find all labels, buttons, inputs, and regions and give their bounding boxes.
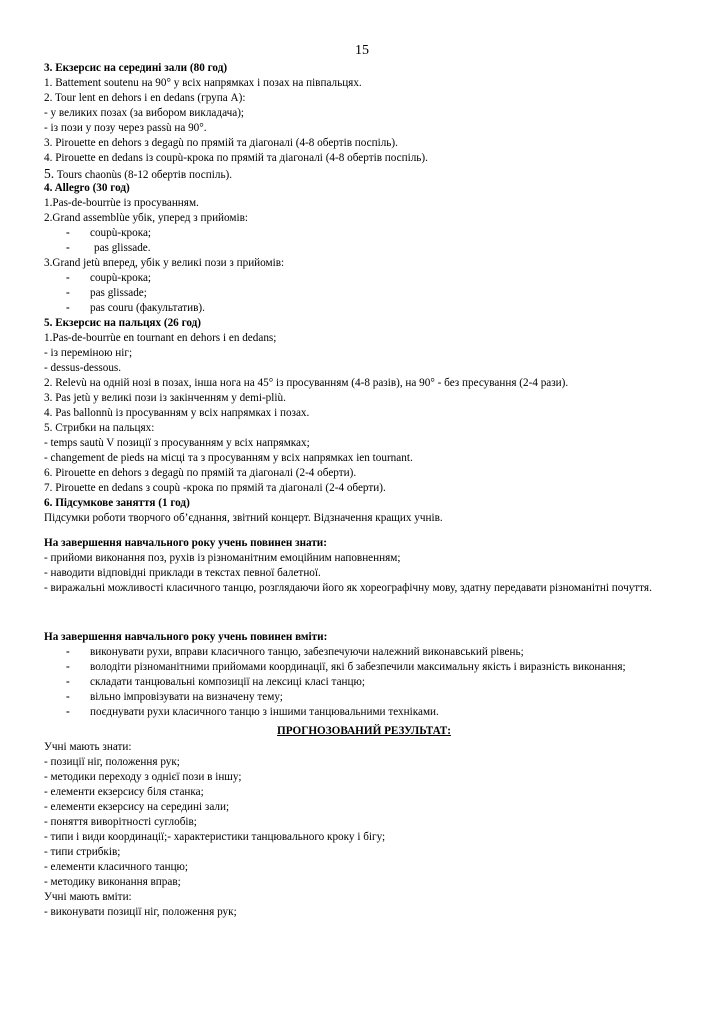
- section-6-title: 6. Підсумкове заняття (1 год): [44, 497, 190, 509]
- section-4-title: 4. Allegro (30 год): [44, 182, 130, 194]
- list-item-text: вільно імпровізувати на визначену тему;: [90, 691, 283, 703]
- section-4-line-1: 1.Pas-de-bourrùe із просуванням.: [44, 197, 199, 209]
- dash-marker: -: [66, 242, 70, 254]
- page-number: 15: [355, 43, 369, 58]
- section-3-line-5-number: 5.: [44, 166, 55, 181]
- section-5-line: - dessus-dessous.: [44, 362, 122, 374]
- list-item: [44, 301, 684, 316]
- list-item: [44, 286, 684, 301]
- know-line: - наводити відповідні приклади в текстах певної балетної.: [44, 567, 321, 579]
- know-line: - виражальні можливості класичного танцю, розглядаючи його як хореографічну мову, здатну передавати різноманітні почуття.: [44, 582, 652, 594]
- result-know-item: - типи і види координації;- характеристики танцювального кроку і бігу;: [44, 831, 386, 843]
- document-body: [44, 61, 684, 920]
- section-5-line: - із переміною ніг;: [44, 347, 133, 359]
- section-6-text: Підсумки роботи творчого об’єднання, звітний концерт. Відзначення кращих учнів.: [44, 512, 443, 524]
- result-know-item: - методику виконання вправ;: [44, 876, 181, 888]
- dash-marker: -: [66, 706, 70, 718]
- dash-marker: -: [66, 302, 70, 314]
- section-5-line: - changement de pieds на місці та з просуванням у всіх напрямках іen tournant.: [44, 452, 413, 464]
- section-5-line: 2. Relevù на одній нозі в позах, інша нога на 45° із просуванням (4-8 разів), на 90° - без пресування (2-4 рази).: [44, 377, 569, 389]
- section-5-line: 5. Стрибки на пальцях:: [44, 422, 155, 434]
- section-3-line-5-text: Tours chaonùs (8-12 обертів поспіль).: [54, 169, 233, 181]
- list-item: [44, 660, 684, 675]
- list-item: [44, 675, 684, 690]
- result-know-item: - типи стрибків;: [44, 846, 121, 858]
- result-know-item: - елементи екзерсису біля станка;: [44, 786, 204, 798]
- list-item-text: виконувати рухи, вправи класичного танцю, забезпечуючи належний виконавський рівень;: [90, 646, 524, 658]
- section-5-line: - temps sautù V позиції з просуванням у всіх напрямках;: [44, 437, 310, 449]
- list-item: [44, 705, 684, 720]
- section-5-line: 4. Pas ballonnù із просуванням у всіх напрямках і позах.: [44, 407, 310, 419]
- section-3-title: 3. Екзерсис на середині зали (80 год): [44, 62, 228, 74]
- section-5-title: 5. Екзерсис на пальцях (26 год): [44, 317, 202, 329]
- result-know-intro: Учні мають знати:: [44, 741, 132, 753]
- dash-marker: -: [66, 287, 70, 299]
- section-3-line: - у великих позах (за вибором викладача);: [44, 107, 245, 119]
- dash-marker: -: [66, 227, 70, 239]
- section-3-line: 1. Battement soutenu на 90° у всіх напрямках і позах на півпальцях.: [44, 77, 362, 89]
- know-title: На завершення навчального року учень повинен знати:: [44, 537, 327, 549]
- dash-marker: -: [66, 646, 70, 658]
- result-know-item: - позиції ніг, положення рук;: [44, 756, 180, 768]
- list-item-text: pas glissade.: [94, 242, 151, 254]
- spacer: [44, 526, 684, 536]
- know-line: - прийоми виконання поз, рухів із різноманітним емоційним наповненням;: [44, 552, 401, 564]
- section-5-line: 3. Pas jetù у великі пози із закінченням у demi-pliù.: [44, 392, 286, 404]
- list-item: [44, 645, 684, 660]
- section-3-line: - із пози у позу через passù на 90°.: [44, 122, 207, 134]
- dash-marker: -: [66, 676, 70, 688]
- section-4-line-3: 3.Grand jetù вперед, убік у великі пози з прийомів:: [44, 257, 285, 269]
- result-know-item: - елементи екзерсису на середині зали;: [44, 801, 230, 813]
- list-item-text: pas couru (факультатив).: [90, 302, 205, 314]
- spacer: [44, 596, 684, 630]
- section-3-line: 3. Pirouette en dehors з degagù по прямій та діагоналі (4-8 обертів поспіль).: [44, 137, 398, 149]
- list-item: [44, 241, 684, 256]
- section-3-line: 4. Pirouette en dedans із coupù-крока по прямій та діагоналі (4-8 обертів поспіль).: [44, 152, 428, 164]
- result-know-item: - поняття виворітності суглобів;: [44, 816, 197, 828]
- result-able-intro: Учні мають вміти:: [44, 891, 132, 903]
- list-item: [44, 226, 684, 241]
- list-item: [44, 690, 684, 705]
- list-item-text: володіти різноманітними прийомами координації, які б забезпечили максимальну якість і виразність виконання;: [90, 661, 626, 673]
- result-know-item: - елементи класичного танцю;: [44, 861, 189, 873]
- result-heading: ПРОГНОЗОВАНИЙ РЕЗУЛЬТАТ:: [277, 725, 451, 737]
- dash-marker: -: [66, 691, 70, 703]
- dash-marker: -: [66, 272, 70, 284]
- result-know-item: - методики переходу з однієї пози в іншу;: [44, 771, 242, 783]
- dash-marker: -: [66, 661, 70, 673]
- list-item-text: pas glissade;: [90, 287, 147, 299]
- section-5-line: 1.Pas-de-bourrùe en tournant en dehors і en dedans;: [44, 332, 277, 344]
- list-item: [44, 271, 684, 286]
- section-5-line: 6. Pirouette en dehors з degagù по прямій та діагоналі (2-4 оберти).: [44, 467, 357, 479]
- list-item-text: coupù-крока;: [90, 272, 152, 284]
- section-3-line: 2. Tour lent en dehors і en dedans (група А):: [44, 92, 246, 104]
- list-item-text: поєднувати рухи класичного танцю з іншими танцювальними техніками.: [90, 706, 439, 718]
- section-3-line-5: [44, 166, 684, 181]
- able-title: На завершення навчального року учень повинен вміти:: [44, 631, 328, 643]
- section-5-line: 7. Pirouette en dedans з coupù -крока по прямій та діагоналі (2-4 оберти).: [44, 482, 386, 494]
- result-able-item: - виконувати позиції ніг, положення рук;: [44, 906, 237, 918]
- list-item-text: coupù-крока;: [90, 227, 152, 239]
- list-item-text: складати танцювальні композиції на лексиці класі танцю;: [90, 676, 365, 688]
- section-4-line-2: 2.Grand assemblùe убік, уперед з прийомів:: [44, 212, 248, 224]
